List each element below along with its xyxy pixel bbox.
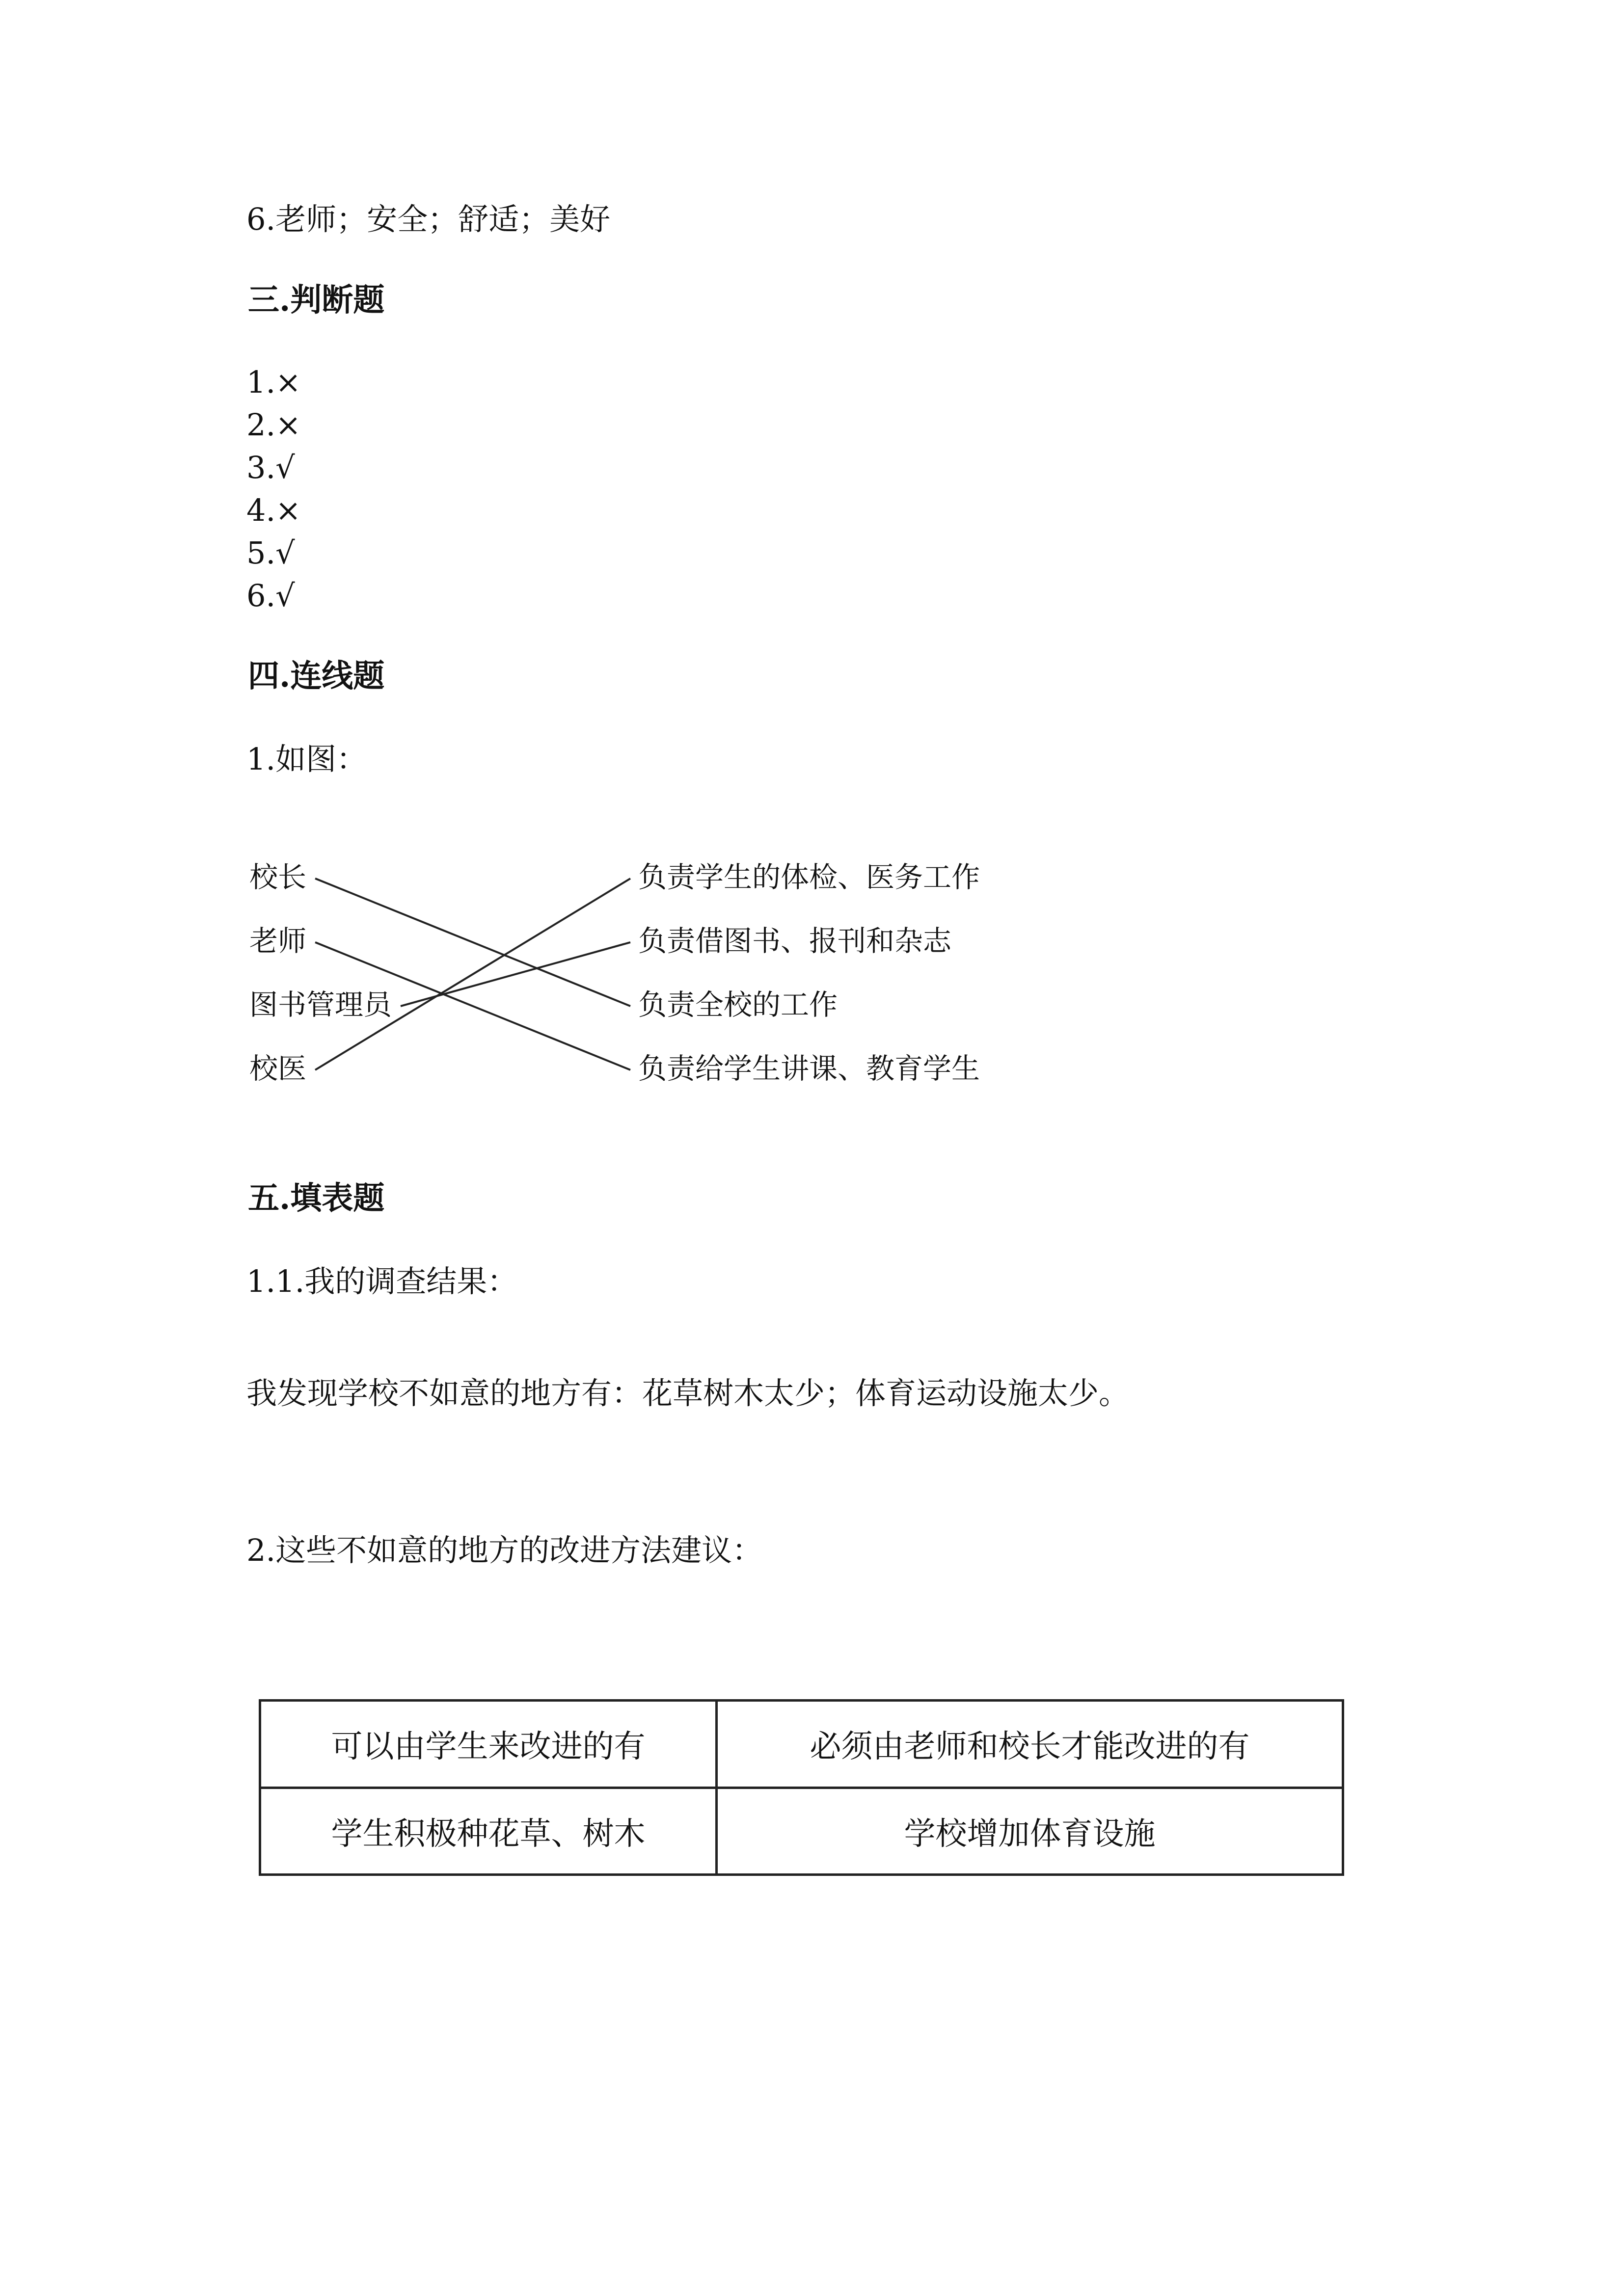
table-header-students: 可以由学生来改进的有 — [260, 1701, 717, 1788]
judge-answer-3: 3.√ — [246, 450, 295, 485]
match-line-2 — [315, 942, 630, 1070]
section-4-heading: 四.连线题 — [248, 658, 385, 694]
right-item-library-lending: 负责借图书、报刊和杂志 — [638, 924, 952, 958]
table-cell-teachers-principal: 学校增加体育设施 — [717, 1788, 1343, 1875]
table-row — [260, 1788, 1343, 1875]
table-cell-students: 学生积极种花草、树木 — [260, 1788, 717, 1875]
question-1-label: 1.1.我的调查结果： — [246, 1263, 518, 1299]
right-item-whole-school: 负责全校的工作 — [638, 988, 838, 1021]
improvement-table — [259, 1699, 1344, 1876]
judge-answer-6: 6.√ — [246, 578, 295, 614]
judge-answer-5: 5.√ — [246, 535, 295, 571]
right-item-teaching: 负责给学生讲课、教育学生 — [638, 1052, 980, 1085]
left-item-school-doctor: 校医 — [249, 1052, 307, 1085]
judge-answer-2: 2.× — [246, 407, 301, 443]
left-item-librarian: 图书管理员 — [249, 988, 392, 1021]
match-line-4 — [315, 879, 630, 1070]
right-item-health-checks: 负责学生的体检、医务工作 — [638, 860, 980, 894]
left-item-principal: 校长 — [249, 860, 307, 894]
question-2-label: 2.这些不如意的地方的改进方法建议： — [246, 1532, 763, 1568]
section-5-heading: 五.填表题 — [248, 1180, 385, 1217]
table-header-row — [260, 1701, 1343, 1788]
judge-answer-1: 1.× — [246, 364, 301, 400]
table-header-teachers-principal: 必须由老师和校长才能改进的有 — [717, 1701, 1343, 1788]
section-3-heading: 三.判断题 — [248, 282, 385, 319]
survey-finding: 我发现学校不如意的地方有：花草树木太少；体育运动设施太少。 — [246, 1375, 1130, 1411]
judge-answer-4: 4.× — [246, 492, 301, 528]
matching-item-label: 1.如图： — [246, 741, 367, 777]
left-item-teacher: 老师 — [249, 924, 307, 958]
fill-answer-6: 6.老师；安全；舒适；美好 — [246, 201, 611, 237]
